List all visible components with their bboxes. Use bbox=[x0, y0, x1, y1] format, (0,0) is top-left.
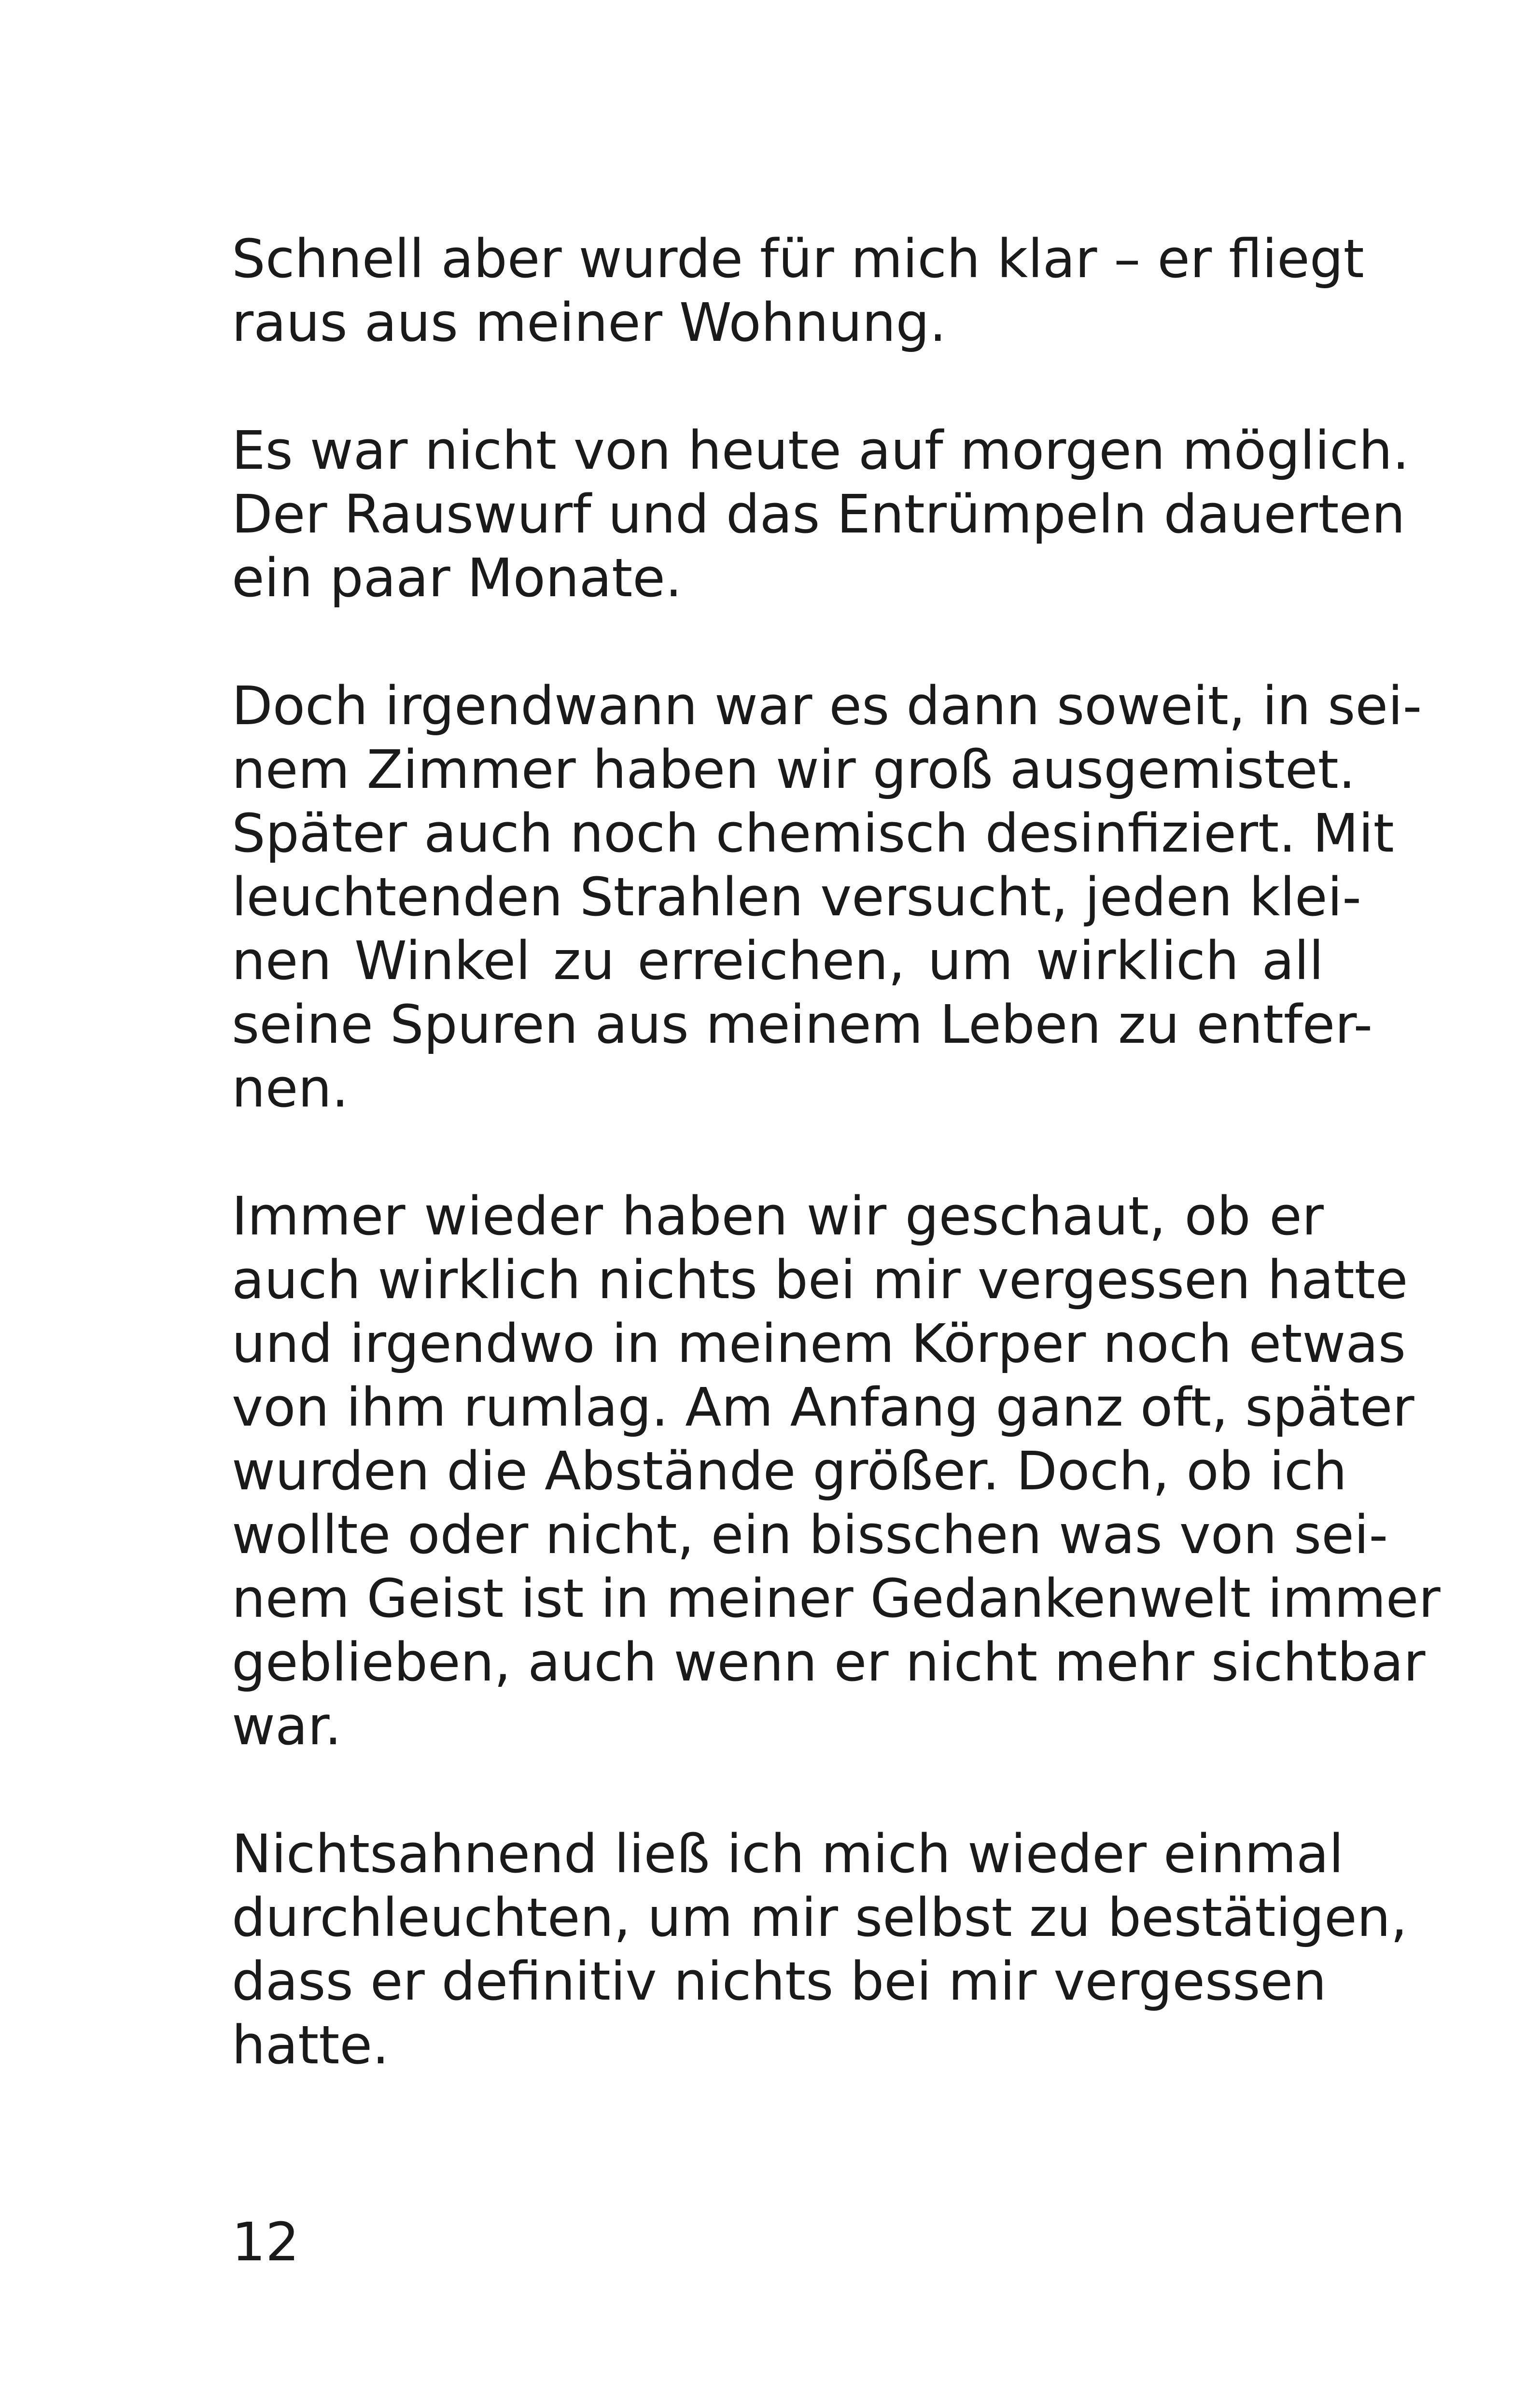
text-line: dass er definitiv nichts bei mir vergessen bbox=[232, 1950, 1327, 2012]
paragraph-1 bbox=[232, 227, 1364, 354]
text-line: nem Geist ist in meiner Gedankenwelt immer bbox=[232, 1568, 1441, 1629]
text-line: geblieben, auch wenn er nicht mehr sichtbar bbox=[232, 1631, 1426, 1693]
paragraph-4 bbox=[232, 1184, 1441, 1758]
paragraph-gap bbox=[232, 610, 1324, 674]
text-line: nen. bbox=[232, 1057, 349, 1119]
text-line: Der Rauswurf und das Entrümpeln dauerten bbox=[232, 483, 1405, 545]
body-text bbox=[232, 227, 1441, 2077]
text-line: nem Zimmer haben wir groß ausgemistet. bbox=[232, 739, 1356, 800]
text-line: nen Winkel zu erreichen, um wirklich all bbox=[232, 930, 1324, 992]
paragraph-2 bbox=[232, 419, 1410, 610]
text-line: leuchtenden Strahlen versucht, jeden klei- bbox=[232, 866, 1361, 928]
paragraph-5 bbox=[232, 1822, 1408, 2077]
paragraph-gap bbox=[232, 1758, 1324, 1822]
paragraph-3 bbox=[232, 674, 1422, 1120]
text-line: Immer wieder haben wir geschaut, ob er bbox=[232, 1185, 1324, 1247]
text-line: Später auch noch chemisch desinfiziert. Mit bbox=[232, 802, 1394, 864]
text-line: seine Spuren aus meinem Leben zu entfer- bbox=[232, 994, 1373, 1055]
paragraph-gap bbox=[232, 1120, 1324, 1184]
text-line: von ihm rumlag. Am Anfang ganz oft, später bbox=[232, 1376, 1414, 1438]
text-line: raus aus meiner Wohnung. bbox=[232, 292, 947, 353]
text-line: ein paar Monate. bbox=[232, 547, 682, 609]
text-line: durchleuchten, um mir selbst zu bestätigen, bbox=[232, 1887, 1408, 1948]
text-line: war. bbox=[232, 1695, 342, 1757]
text-line: hatte. bbox=[232, 2014, 390, 2076]
text-line: und irgendwo in meinem Körper noch etwas bbox=[232, 1313, 1406, 1374]
page-number: 12 bbox=[232, 2211, 299, 2273]
text-line: Schnell aber wurde für mich klar – er fliegt bbox=[232, 228, 1364, 290]
text-line: Nichtsahnend ließ ich mich wieder einmal bbox=[232, 1823, 1344, 1885]
paragraph-gap bbox=[232, 354, 1324, 419]
text-line: Es war nicht von heute auf morgen möglich. bbox=[232, 420, 1410, 481]
text-line: wurden die Abstände größer. Doch, ob ich bbox=[232, 1440, 1347, 1502]
text-line: wollte oder nicht, ein bisschen was von sei- bbox=[232, 1504, 1388, 1566]
text-line: auch wirklich nichts bei mir vergessen hatte bbox=[232, 1249, 1408, 1311]
text-line: Doch irgendwann war es dann soweit, in sei- bbox=[232, 675, 1422, 737]
